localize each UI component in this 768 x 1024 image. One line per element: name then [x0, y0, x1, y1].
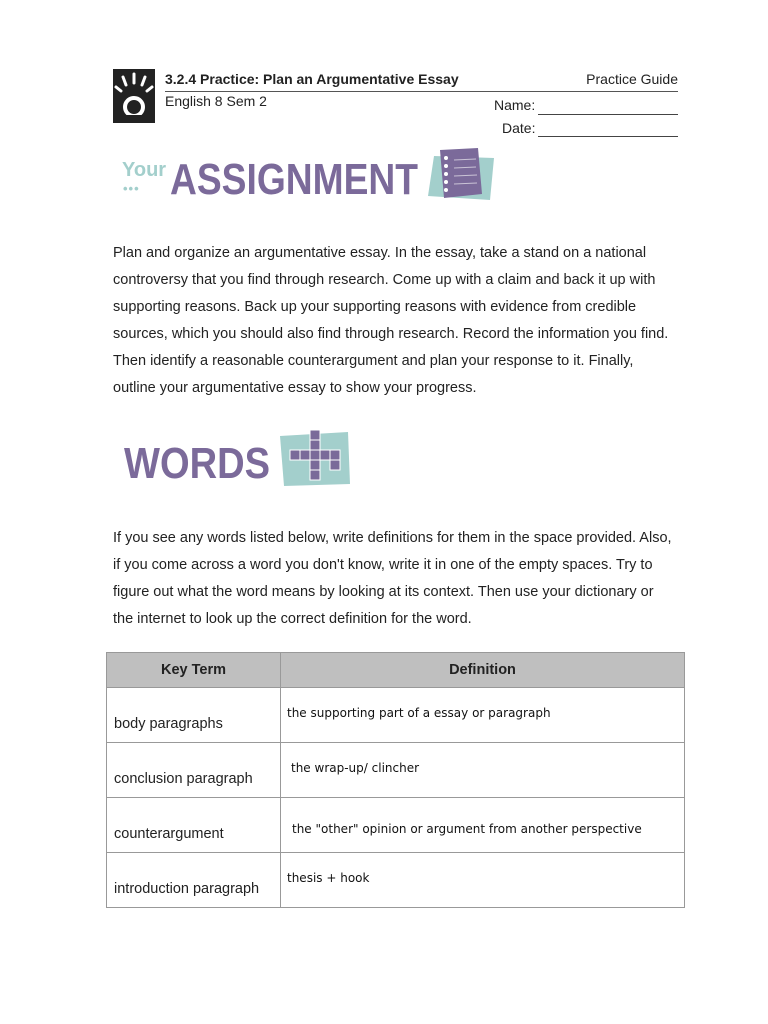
your-assignment-banner — [122, 146, 500, 206]
key-term-header: Key Term — [107, 653, 281, 688]
definition-cell[interactable] — [281, 743, 685, 798]
table-row — [107, 798, 685, 853]
header-rule — [165, 91, 678, 92]
term-cell — [107, 743, 281, 798]
definition-cell[interactable] — [281, 688, 685, 743]
definition-text: the "other" opinion or argument from another perspective — [292, 822, 642, 836]
course-logo — [113, 69, 155, 123]
words-banner — [124, 426, 354, 490]
course-name: English 8 Sem 2 — [165, 93, 267, 109]
definition-text: the wrap-up/ clincher — [291, 761, 420, 775]
term-text: conclusion paragraph — [114, 771, 253, 787]
crossword-icon — [280, 430, 350, 486]
term-cell — [107, 853, 281, 908]
term-text: introduction paragraph — [114, 881, 260, 897]
banner-your-text: Your — [122, 159, 167, 181]
document-type: Practice Guide — [586, 71, 678, 87]
table-header-row — [107, 653, 685, 688]
date-field[interactable] — [538, 136, 678, 137]
term-text: body paragraphs — [114, 716, 223, 732]
table-row — [107, 853, 685, 908]
words-paragraph: If you see any words listed below, write definitions for them in the space provided. Also, if you come across a word you don't know, write it in one of the empty spaces. Try to figure out what the word means by looking at its context. Then use your dictionary or the internet to look up the correct definition for the word. — [113, 530, 672, 627]
banner-words-text: WORDS — [124, 439, 270, 488]
definition-text: the supporting part of a essay or paragraph — [287, 706, 551, 720]
key-terms-table — [106, 652, 685, 908]
banner-dots: ••• — [123, 181, 140, 196]
definition-cell[interactable] — [281, 798, 685, 853]
notebook-icon — [428, 148, 494, 200]
assignment-paragraph: Plan and organize an argumentative essay. In the essay, take a stand on a national controversy that you find through research. Come up with a claim and back it up with supporting reasons. Back up your supporting reasons with evidence from credible sources, which you should also find through research. Record the information you find. Then identify a reasonable counterargument and plan your response to it. Finally, outline your argumentative essay to show your progress. — [113, 245, 669, 396]
banner-assignment-text: ASSIGNMENT — [170, 155, 419, 204]
definition-header: Definition — [281, 653, 685, 688]
table-row — [107, 743, 685, 798]
term-cell — [107, 798, 281, 853]
term-text: counterargument — [114, 826, 224, 842]
name-field[interactable] — [538, 114, 678, 115]
term-cell — [107, 688, 281, 743]
date-label: Date: — [502, 120, 536, 136]
definition-text: thesis + hook — [287, 871, 370, 885]
table-row — [107, 688, 685, 743]
definition-cell[interactable] — [281, 853, 685, 908]
document-title: 3.2.4 Practice: Plan an Argumentative Essay — [165, 71, 459, 87]
name-label: Name: — [494, 97, 536, 113]
